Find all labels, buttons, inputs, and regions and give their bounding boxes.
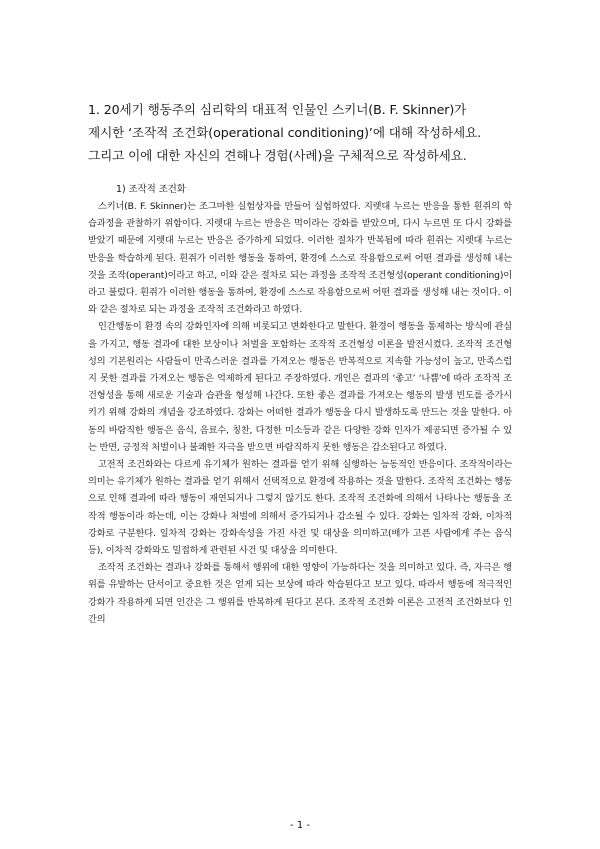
paragraph-4: 조작적 조건화는 결과나 강화를 통해서 행위에 대한 영향이 가능하다는 것을 의미하고 있다. 즉, 자극은 행위를 유발하는 단서이고 중요한 것은 얻게 되는 보상에 따라 학습된다고 보고 있다. 따라서 행동에 적극적인 강화가 작용하게 되면 인간은 그 행위를 반복하게 된다고 본다. 조작적 조건화 이론은 고전적 조건화보다 인간의: [88, 562, 513, 625]
section-heading: 1) 조작적 조건화: [116, 184, 186, 195]
body-text: [88, 198, 512, 628]
title-line-1: 1. 20세기 행동주의 심리학의 대표적 인물인 스키너(B. F. Skinner)가: [88, 102, 467, 117]
page-number: - 1 -: [290, 820, 310, 831]
title-line-3: 그리고 이에 대한 자신의 견해나 경험(사례)을 구체적으로 작성하세요.: [88, 148, 467, 163]
paragraph-1: 스키너(B. F. Skinner)는 조그마한 실험상자를 만들어 실험하였다. 지렛대 누르는 반응을 통한 흰쥐의 학습과정을 관찰하기 위함이다. 지렛대 누르는 반응은 먹이라는 강화를 받았으며, 다시 누르면 또 다시 강화를 받았기 때문에 지렛대 누르는 반응은 증가하게 되었다. 이러한 절차가 반복됨에 따라 흰쥐는 지렛대 누르는 반응을 학습하게 된다. 흰쥐가 이러한 행동을 통하여, 환경에 스스로 작용함으로써 어떤 결과를 생성해 내는 것을 조작(operant)이라고 하고, 이와 같은 절차로 되는 과정을 조작적 조건형성(operant conditioning)이라고 불렀다. 흰쥐가 이러한 행동을 통하여, 환경에 스스로 작용함으로써 어떤 결과를 생성해 내는 것이다. 이와 같은 절차로 되는 과정을 조작적 조건화라고 하였다.: [88, 201, 512, 316]
title-line-2: 제시한 ‘조작적 조건화(operational conditioning)’에 대해 작성하세요.: [88, 125, 482, 140]
paragraph-3: 고전적 조건화와는 다르게 유기체가 원하는 결과를 얻기 위해 실행하는 능동적인 반응이다. 조작적이라는 의미는 유기체가 원하는 결과를 얻기 위해서 선택적으로 환경에 작용하는 것을 말한다. 조작적 조건화는 행동으로 인해 결과에 따라 행동이 재연되거나 그렇지 않기도 한다. 조작적 조건화에 의해서 나타나는 행동을 조작적 행동이라 하는데, 이는 강화나 처벌에 의해서 증가되거나 감소될 수 있다. 강화는 일차적 강화, 이차적 강화로 구분한다. 일차적 강화는 강화속성을 가진 사건 및 대상을 의미하고(배가 고픈 사람에게 주는 음식 등), 이차적 강화와도 밀접하게 관련된 사건 및 대상을 의미한다.: [88, 459, 512, 557]
question-title: [88, 98, 528, 167]
paragraph-2: 인간행동이 환경 속의 강화인자에 의해 비롯되고 변화한다고 말한다. 환경이 행동을 통제하는 방식에 관심을 가지고, 행동 결과에 대한 보상이나 처벌을 포함하는 조작적 조건형성 이론을 발전시켰다. 조작적 조건형성의 기본원리는 사람들이 만족스러운 결과를 가져오는 행동은 반복적으로 지속할 가능성이 높고, 만족스럽지 못한 결과를 가져오는 행동은 억제하게 된다고 주장하였다. 개인은 결과의 ‘좋고’ ‘나쁨’에 따라 조작적 조건형성을 통해 새로운 기술과 습관을 형성해 나간다. 또한 좋은 결과를 가져오는 행동의 발생 빈도를 증가시키기 위해 강화의 개념을 강조하였다. 강화는 어떠한 결과가 행동을 다시 발생하도록 만드는 것을 말한다. 아동의 바람직한 행동은 음식, 음료수, 칭찬, 다정한 미소등과 같은 다양한 강화 인자가 제공되면 증가될 수 있는 반면, 긍정적 처벌이나 불쾌한 자극을 받으면 바람직하지 못한 행동은 감소된다고 하였다.: [88, 321, 512, 453]
